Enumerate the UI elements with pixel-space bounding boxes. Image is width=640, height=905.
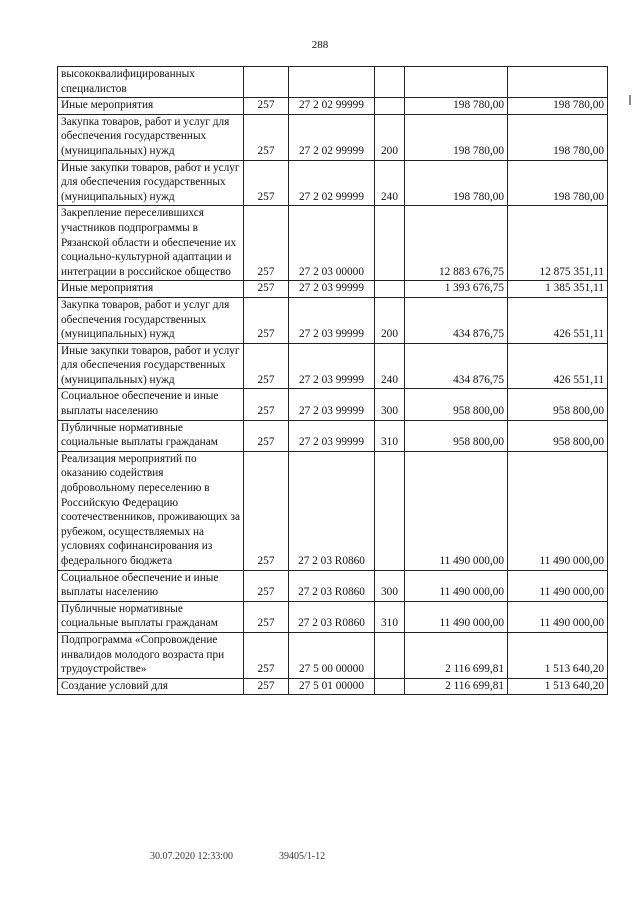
row-expense-type — [375, 678, 405, 695]
row-name: Социальное обеспечение и иные выплаты населению — [58, 389, 244, 420]
row-ministry-code: 257 — [244, 601, 289, 632]
row-name: Реализация мероприятий по оказанию содействия добровольному переселению в Российскую Федерацию соотечественников, проживающих за рубежом, осуществляемых на условиях софинансирования из федерального бюджета — [58, 451, 244, 570]
row-expense-type — [375, 451, 405, 570]
table-row — [58, 67, 608, 98]
row-amount-first: 12 883 676,75 — [405, 206, 508, 281]
row-ministry-code: 257 — [244, 281, 289, 298]
row-name: Иные мероприятия — [58, 98, 244, 115]
row-target-article: 27 2 03 R0860 — [289, 601, 375, 632]
row-target-article: 27 2 03 99999 — [289, 389, 375, 420]
page-number: 288 — [311, 39, 329, 51]
row-target-article: 27 2 03 99999 — [289, 420, 375, 451]
row-amount-second: 1 385 351,11 — [508, 281, 608, 298]
row-amount-second: 1 513 640,20 — [508, 678, 608, 695]
row-name: Закупка товаров, работ и услуг для обеспечения государственных (муниципальных) нужд — [58, 297, 244, 343]
row-amount-second: 12 875 351,11 — [508, 206, 608, 281]
row-amount-second: 958 800,00 — [508, 420, 608, 451]
row-target-article: 27 2 03 R0860 — [289, 451, 375, 570]
table-row — [58, 297, 608, 343]
row-ministry-code: 257 — [244, 389, 289, 420]
table-row — [58, 281, 608, 298]
row-target-article: 27 5 00 00000 — [289, 632, 375, 678]
row-target-article: 27 2 03 99999 — [289, 281, 375, 298]
row-expense-type — [375, 67, 405, 98]
row-amount-first: 434 876,75 — [405, 343, 508, 389]
row-name: Иные мероприятия — [58, 281, 244, 298]
row-ministry-code: 257 — [244, 451, 289, 570]
row-name: Иные закупки товаров, работ и услуг для обеспечения государственных (муниципальных) нужд — [58, 343, 244, 389]
row-ministry-code: 257 — [244, 420, 289, 451]
row-amount-first: 2 116 699,81 — [405, 632, 508, 678]
row-amount-first: 11 490 000,00 — [405, 451, 508, 570]
row-target-article — [289, 67, 375, 98]
row-name: Публичные нормативные социальные выплаты гражданам — [58, 420, 244, 451]
row-amount-first: 434 876,75 — [405, 297, 508, 343]
table-row — [58, 632, 608, 678]
row-amount-first: 2 116 699,81 — [405, 678, 508, 695]
row-name: Закрепление переселившихся участников подпрограммы в Рязанской области и обеспечение их социально-культурной адаптации и интеграции в российское общество — [58, 206, 244, 281]
row-expense-type: 300 — [375, 570, 405, 601]
row-ministry-code: 257 — [244, 343, 289, 389]
row-amount-first: 198 780,00 — [405, 114, 508, 160]
row-amount-first: 198 780,00 — [405, 160, 508, 206]
row-expense-type — [375, 206, 405, 281]
row-target-article: 27 2 03 99999 — [289, 297, 375, 343]
row-ministry-code: 257 — [244, 114, 289, 160]
row-expense-type: 310 — [375, 601, 405, 632]
row-expense-type: 240 — [375, 343, 405, 389]
row-amount-first: 1 393 676,75 — [405, 281, 508, 298]
row-expense-type — [375, 632, 405, 678]
table-row — [58, 601, 608, 632]
row-target-article: 27 2 02 99999 — [289, 160, 375, 206]
row-target-article: 27 2 02 99999 — [289, 114, 375, 160]
row-name: высококвалифицированных специалистов — [58, 67, 244, 98]
row-name: Социальное обеспечение и иные выплаты населению — [58, 570, 244, 601]
footer-doc-code: 39405/1-12 — [279, 851, 326, 862]
row-expense-type: 240 — [375, 160, 405, 206]
row-amount-second: 198 780,00 — [508, 160, 608, 206]
row-amount-second: 426 551,11 — [508, 297, 608, 343]
scan-edge-mark — [629, 95, 631, 105]
row-expense-type: 310 — [375, 420, 405, 451]
row-amount-second: 426 551,11 — [508, 343, 608, 389]
row-amount-second: 11 490 000,00 — [508, 451, 608, 570]
row-amount-first: 958 800,00 — [405, 420, 508, 451]
row-amount-first — [405, 67, 508, 98]
row-name: Иные закупки товаров, работ и услуг для обеспечения государственных (муниципальных) нужд — [58, 160, 244, 206]
table-row — [58, 570, 608, 601]
row-amount-first: 198 780,00 — [405, 98, 508, 115]
table-row — [58, 451, 608, 570]
row-target-article: 27 2 03 R0860 — [289, 570, 375, 601]
row-expense-type — [375, 281, 405, 298]
row-amount-second — [508, 67, 608, 98]
row-expense-type: 200 — [375, 297, 405, 343]
row-amount-second: 198 780,00 — [508, 98, 608, 115]
row-ministry-code: 257 — [244, 632, 289, 678]
table-row — [58, 160, 608, 206]
row-name: Закупка товаров, работ и услуг для обеспечения государственных (муниципальных) нужд — [58, 114, 244, 160]
table-row — [58, 678, 608, 695]
row-ministry-code: 257 — [244, 206, 289, 281]
footer-timestamp: 30.07.2020 12:33:00 — [150, 851, 234, 862]
row-amount-second: 11 490 000,00 — [508, 570, 608, 601]
row-ministry-code: 257 — [244, 678, 289, 695]
row-target-article: 27 2 03 99999 — [289, 343, 375, 389]
table-row — [58, 420, 608, 451]
row-target-article: 27 2 02 99999 — [289, 98, 375, 115]
row-name: Публичные нормативные социальные выплаты гражданам — [58, 601, 244, 632]
table-row — [58, 389, 608, 420]
row-ministry-code — [244, 67, 289, 98]
row-amount-first: 11 490 000,00 — [405, 601, 508, 632]
row-target-article: 27 5 01 00000 — [289, 678, 375, 695]
row-name: Подпрограмма «Сопровождение инвалидов молодого возраста при трудоустройстве» — [58, 632, 244, 678]
row-ministry-code: 257 — [244, 98, 289, 115]
row-expense-type: 300 — [375, 389, 405, 420]
row-amount-second: 11 490 000,00 — [508, 601, 608, 632]
row-name: Создание условий для — [58, 678, 244, 695]
row-amount-second: 1 513 640,20 — [508, 632, 608, 678]
row-amount-first: 958 800,00 — [405, 389, 508, 420]
budget-table — [57, 66, 608, 695]
row-amount-second: 958 800,00 — [508, 389, 608, 420]
row-expense-type — [375, 98, 405, 115]
table-row — [58, 343, 608, 389]
row-expense-type: 200 — [375, 114, 405, 160]
table-row — [58, 114, 608, 160]
row-ministry-code: 257 — [244, 160, 289, 206]
row-amount-second: 198 780,00 — [508, 114, 608, 160]
table-row — [58, 206, 608, 281]
row-target-article: 27 2 03 00000 — [289, 206, 375, 281]
row-ministry-code: 257 — [244, 297, 289, 343]
row-amount-first: 11 490 000,00 — [405, 570, 508, 601]
table-row — [58, 98, 608, 115]
row-ministry-code: 257 — [244, 570, 289, 601]
